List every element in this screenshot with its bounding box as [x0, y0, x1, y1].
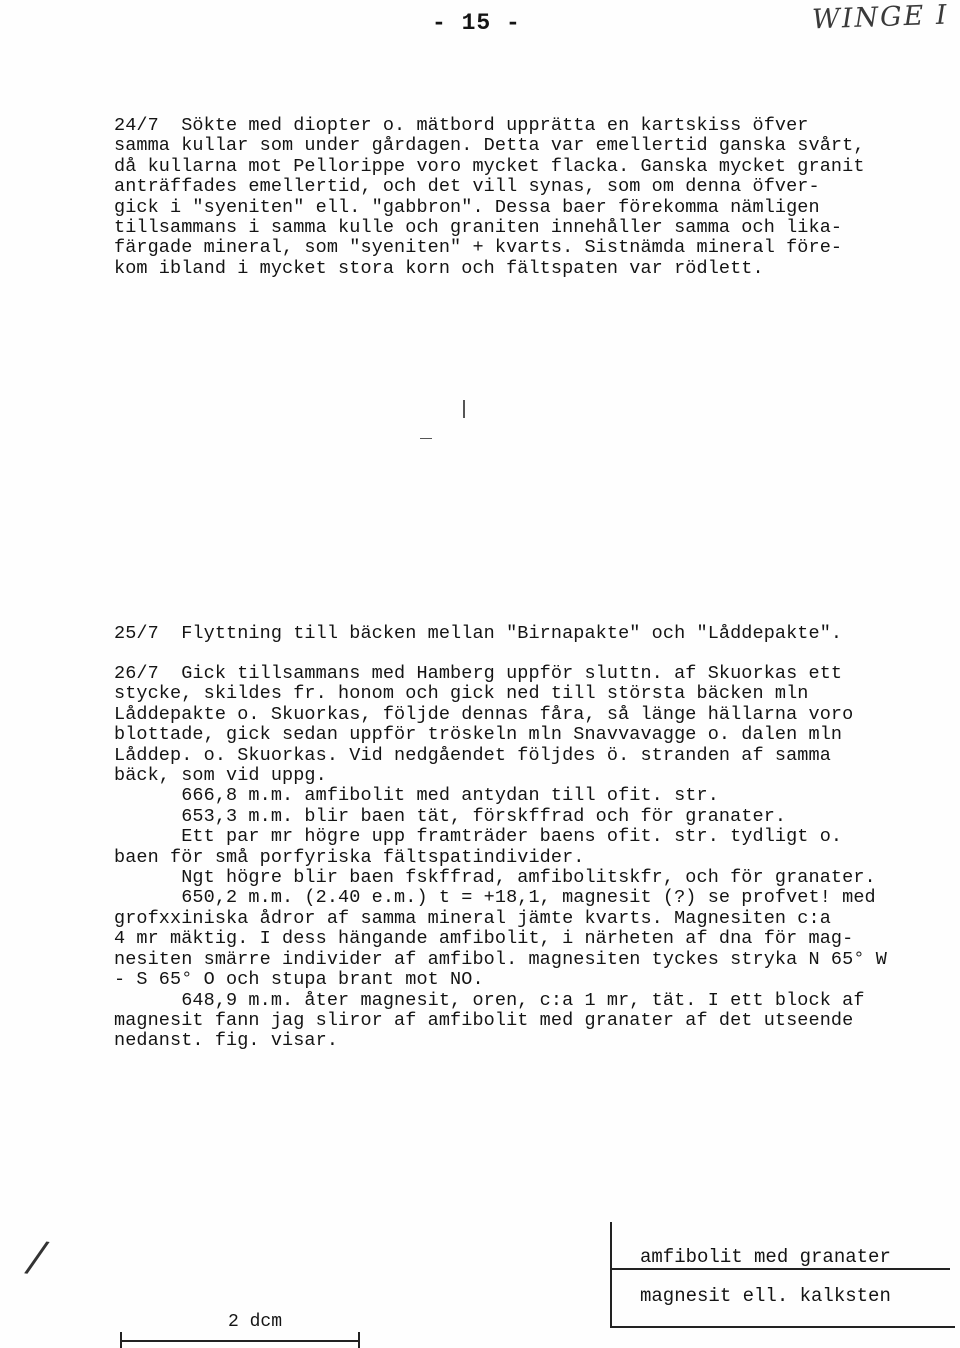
- scale-tick-left: [120, 1332, 122, 1348]
- pencil-mark: /: [26, 1231, 48, 1282]
- diary-entry-25-7: 25/7 Flyttning till bäcken mellan "Birnapakte" och "Låddepakte".: [114, 623, 843, 644]
- page-number: - 15 -: [432, 10, 521, 36]
- legend-vertical-line: [610, 1222, 612, 1328]
- handwritten-tag: WINGE I: [811, 0, 950, 36]
- legend-divider: [610, 1268, 950, 1270]
- figure-legend: [600, 1222, 960, 1332]
- scan-speck: [463, 400, 465, 418]
- legend-bottom-line: [610, 1326, 955, 1328]
- diary-entry-24-7: 24/7 Sökte med diopter o. mätbord upprätta en kartskiss öfver samma kullar som under gårdagen. Detta var emellertid ganska svårt, då kullarna mot Pellorippe voro mycket flacka. Ganska mycket granit anträffades emellertid, och det vill synas, som om denna öfver- gick i "syeniten" ell. "gabbron". Dessa baer förekomma nämligen tillsammans i samma kulle och graniten innehåller samma och lika- färgade mineral, som "syeniten" + kvarts. Sistnämda mineral före- kom ibland i mycket stora korn och fältspaten var rödlett.: [114, 115, 865, 279]
- scale-line: [120, 1340, 360, 1342]
- scale-label: 2 dcm: [228, 1312, 283, 1332]
- scale-bar: [120, 1312, 370, 1342]
- scan-speck: [420, 438, 432, 439]
- legend-label-amfibolit: amfibolit med granater: [640, 1246, 891, 1268]
- legend-label-magnesit: magnesit ell. kalksten: [640, 1285, 891, 1307]
- diary-entry-26-7: 26/7 Gick tillsammans med Hamberg uppför sluttn. af Skuorkas ett stycke, skildes fr. honom och gick ned till största bäcken mln Låddepakte o. Skuorkas, följde dennas fåra, så länge hällarna voro blottade, gick sedan uppför tröskeln mln Snavvavagge o. dalen mln Låddep. o. Skuorkas. Vid nedgåendet följdes ö. stranden af samma bäck, som vid uppg. 666,8 m.m. amfibolit med antydan till ofit. str. 653,3 m.m. blir baen tät, förskffrad och för granater. Ett par mr högre upp framträder baens ofit. str. tydligt o. baen för små porfyriska fältspatindivider. Ngt högre blir baen fskffrad, amfibolitskfr, och för granater. 650,2 m.m. (2.40 e.m.) t = +18,1, magnesit (?) se profvet! med grofxxiniska ådror af samma mineral jämte kvarts. Magnesiten c:a 4 mr mäktig. I dess hängande amfibolit, i närheten af dna för mag- nesiten smärre individer af amfibol. magnesiten tyckes stryka N 65° W - S 65° O och stupa brant mot NO. 648,9 m.m. åter magnesit, oren, c:a 1 mr, tät. I ett block af magnesit fann jag sliror af amfibolit med granater af det utseende nedanst. fig. visar.: [114, 663, 887, 1052]
- scale-tick-right: [358, 1332, 360, 1348]
